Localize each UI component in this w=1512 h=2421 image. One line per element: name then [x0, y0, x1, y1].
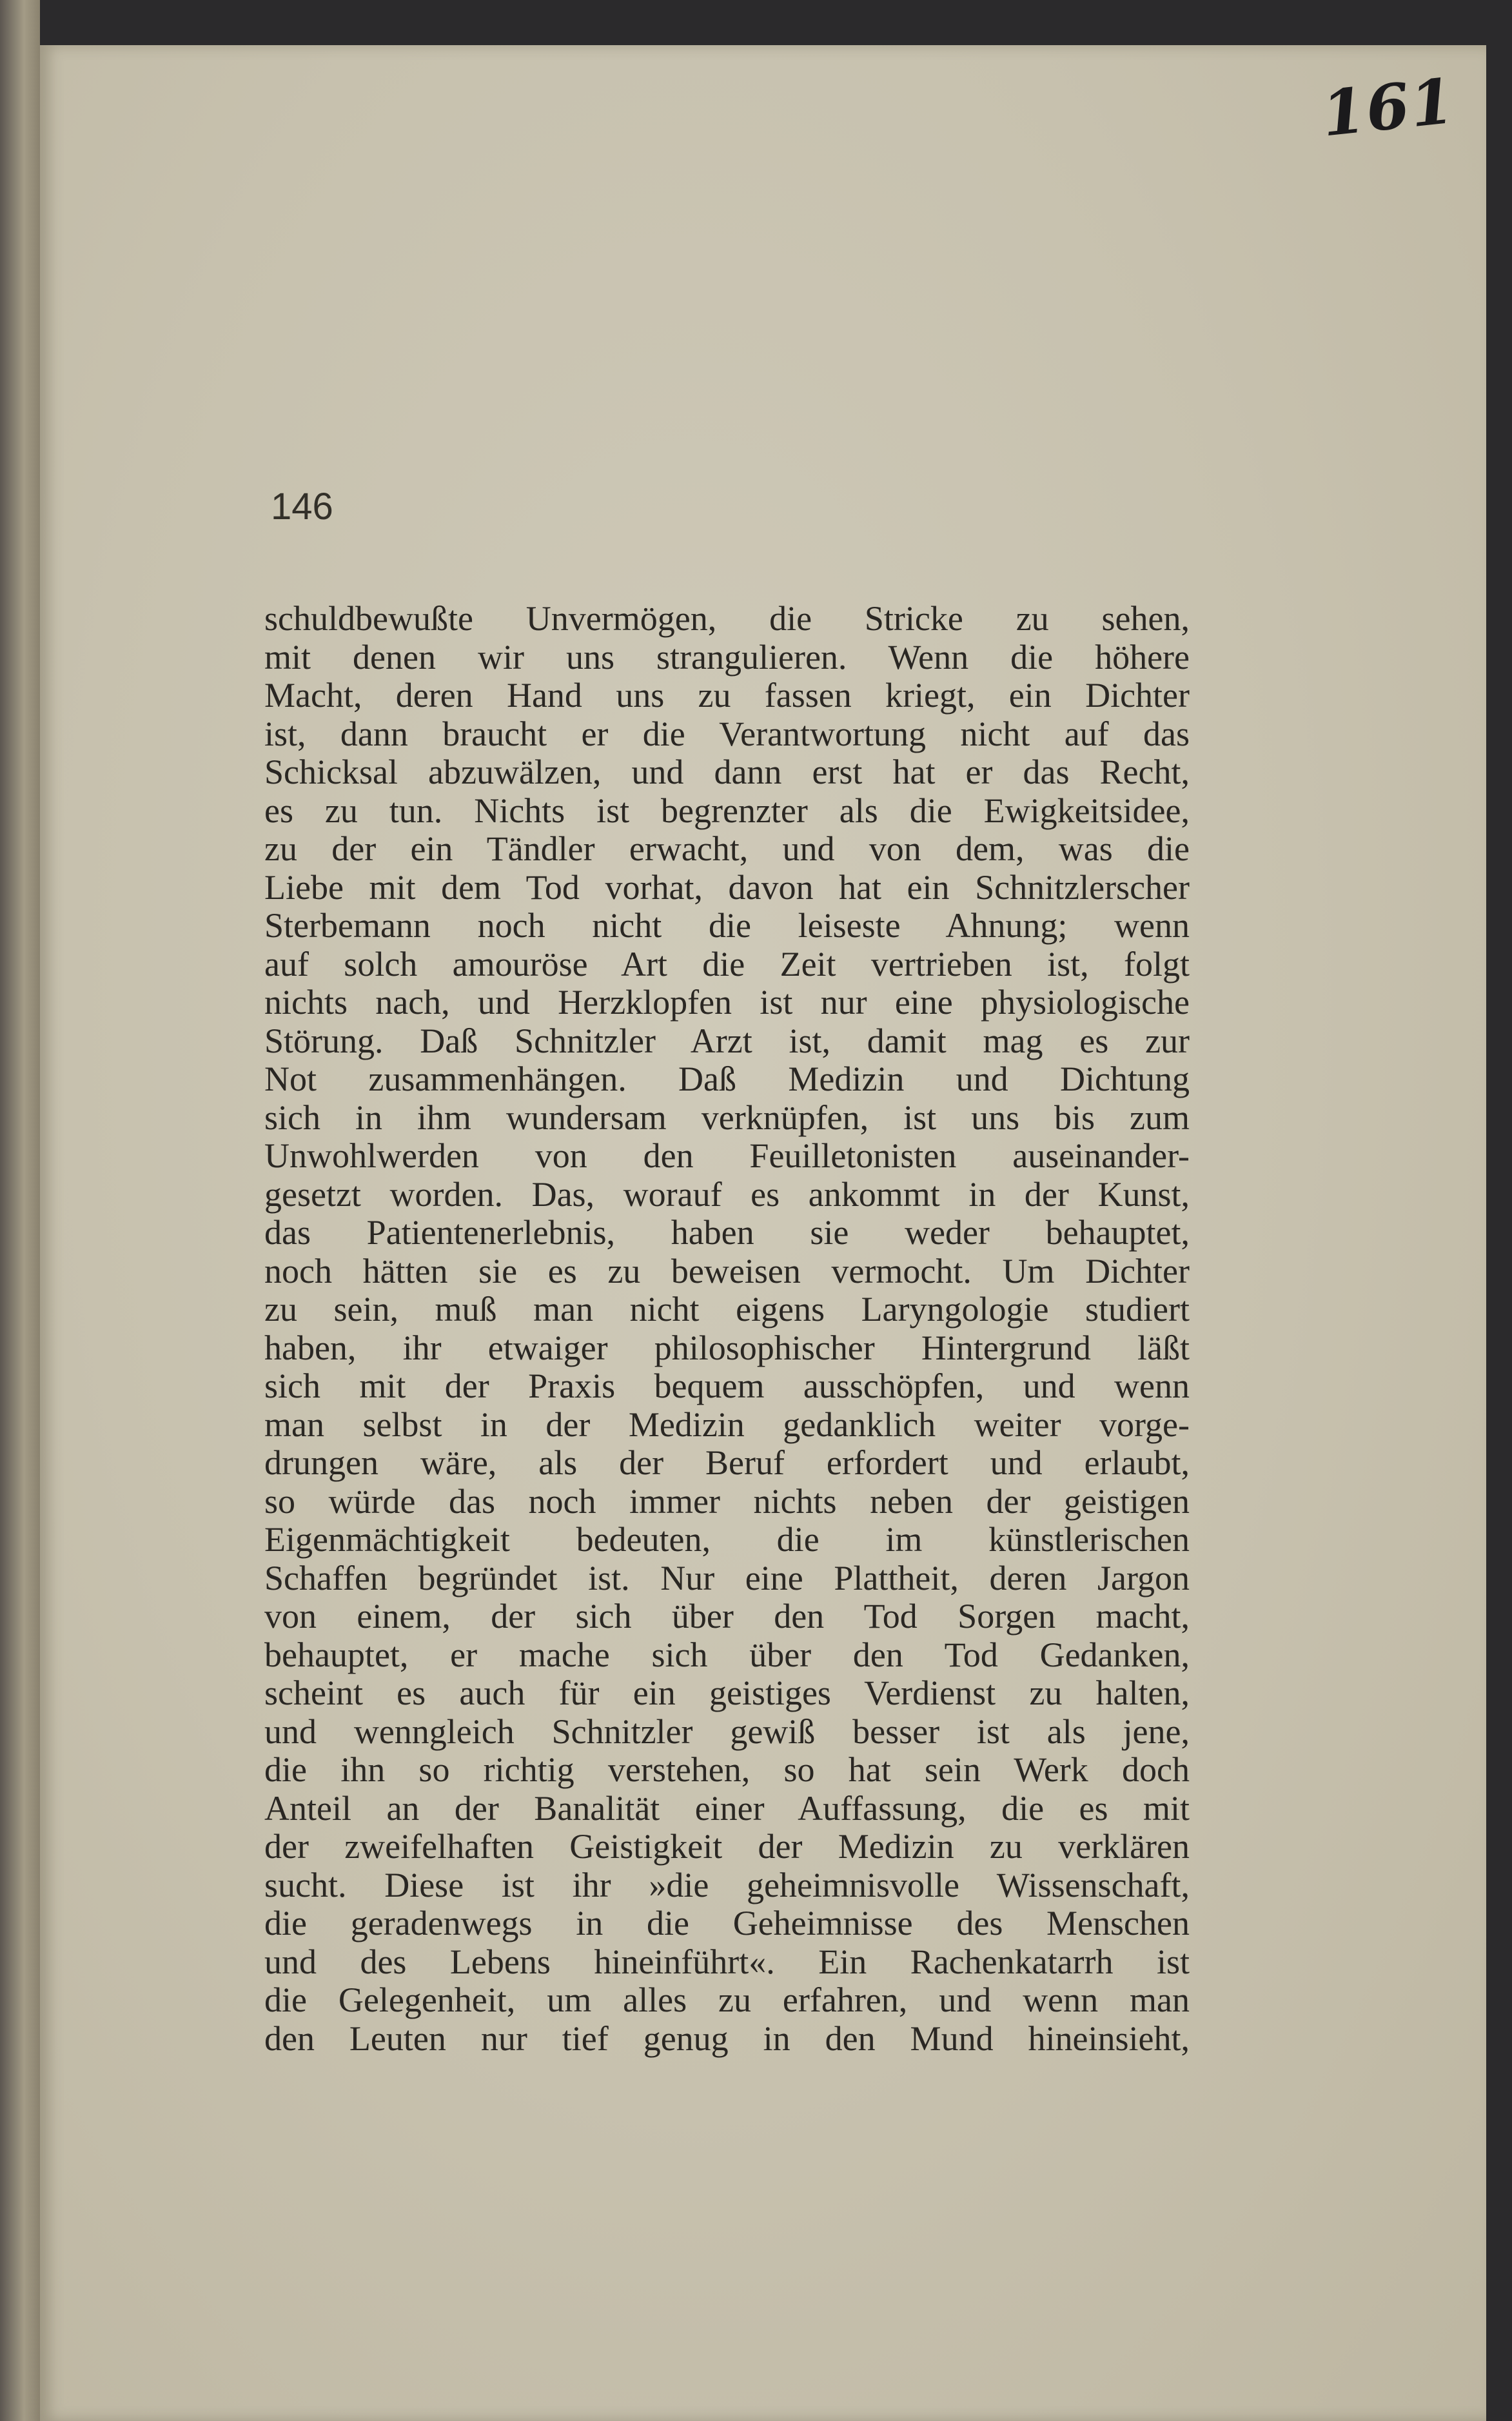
text-line: sich in ihm wundersam verknüpfen, ist uns bis zum	[264, 1098, 1190, 1137]
text-line: Schicksal abzuwälzen, und dann erst hat er das Recht,	[264, 753, 1190, 791]
text-line: zu sein, muß man nicht eigens Laryngologie studiert	[264, 1290, 1190, 1329]
text-line: Störung. Daß Schnitzler Arzt ist, damit mag es zur	[264, 1021, 1190, 1060]
text-line: Sterbemann noch nicht die leiseste Ahnung; wenn	[264, 906, 1190, 945]
page-number: 146	[271, 486, 333, 528]
body-text	[264, 600, 1190, 2058]
text-line: sucht. Diese ist ihr »die geheimnisvolle Wissenschaft,	[264, 1865, 1190, 1904]
text-line: scheint es auch für ein geistiges Verdienst zu halten,	[264, 1674, 1190, 1712]
text-line: mit denen wir uns strangulieren. Wenn die höhere	[264, 637, 1190, 677]
text-line: den Leuten nur tief genug in den Mund hineinsieht,	[264, 2019, 1190, 2058]
handwritten-folio-number: 161	[1318, 64, 1458, 151]
text-line: gesetzt worden. Das, worauf es ankommt in der Kunst,	[264, 1174, 1190, 1214]
text-line: nichts nach, und Herzklopfen ist nur eine physiologische	[264, 983, 1190, 1022]
text-line: Liebe mit dem Tod vorhat, davon hat ein Schnitzlerscher	[264, 867, 1190, 907]
text-line: behauptet, er mache sich über den Tod Gedanken,	[264, 1635, 1190, 1674]
text-line: das Patientenerlebnis, haben sie weder behauptet,	[264, 1213, 1190, 1252]
text-line: Anteil an der Banalität einer Auffassung, die es mit	[264, 1788, 1190, 1828]
text-line: sich mit der Praxis bequem ausschöpfen, und wenn	[264, 1367, 1190, 1405]
text-line: die geradenwegs in die Geheimnisse des Menschen	[264, 1904, 1190, 1942]
book-spine-edge	[0, 0, 40, 2421]
text-line: man selbst in der Medizin gedanklich weiter vorge-	[264, 1405, 1190, 1444]
text-line: es zu tun. Nichts ist begrenzter als die Ewigkeitsidee,	[264, 791, 1190, 830]
text-line: haben, ihr etwaiger philosophischer Hintergrund läßt	[264, 1328, 1190, 1367]
text-line: noch hätten sie es zu beweisen vermocht. Um Dichter	[264, 1251, 1190, 1290]
text-line: von einem, der sich über den Tod Sorgen macht,	[264, 1597, 1190, 1635]
text-line: auf solch amouröse Art die Zeit vertrieben ist, folgt	[264, 944, 1190, 983]
text-line: zu der ein Tändler erwacht, und von dem, was die	[264, 829, 1190, 868]
text-line: der zweifelhaften Geistigkeit der Medizin zu verklären	[264, 1827, 1190, 1866]
text-line: die ihn so richtig verstehen, so hat sein Werk doch	[264, 1750, 1190, 1789]
text-line: die Gelegenheit, um alles zu erfahren, und wenn man	[264, 1981, 1190, 2019]
text-line: und wenngleich Schnitzler gewiß besser ist als jene,	[264, 1712, 1190, 1751]
text-line: drungen wäre, als der Beruf erfordert und erlaubt,	[264, 1443, 1190, 1482]
text-line: und des Lebens hineinführt«. Ein Rachenkatarrh ist	[264, 1942, 1190, 1981]
text-line: Eigenmächtigkeit bedeuten, die im künstlerischen	[264, 1520, 1190, 1559]
text-line: Unwohlwerden von den Feuilletonisten auseinander-	[264, 1136, 1190, 1175]
text-line: ist, dann braucht er die Verantwortung nicht auf das	[264, 714, 1190, 753]
text-line: Schaffen begründet ist. Nur eine Plattheit, deren Jargon	[264, 1558, 1190, 1597]
text-line: Macht, deren Hand uns zu fassen kriegt, ein Dichter	[264, 676, 1190, 715]
text-line: Not zusammenhängen. Daß Medizin und Dichtung	[264, 1060, 1190, 1098]
text-line: so würde das noch immer nichts neben der geistigen	[264, 1481, 1190, 1521]
text-line: schuldbewußte Unvermögen, die Stricke zu sehen,	[264, 599, 1190, 638]
